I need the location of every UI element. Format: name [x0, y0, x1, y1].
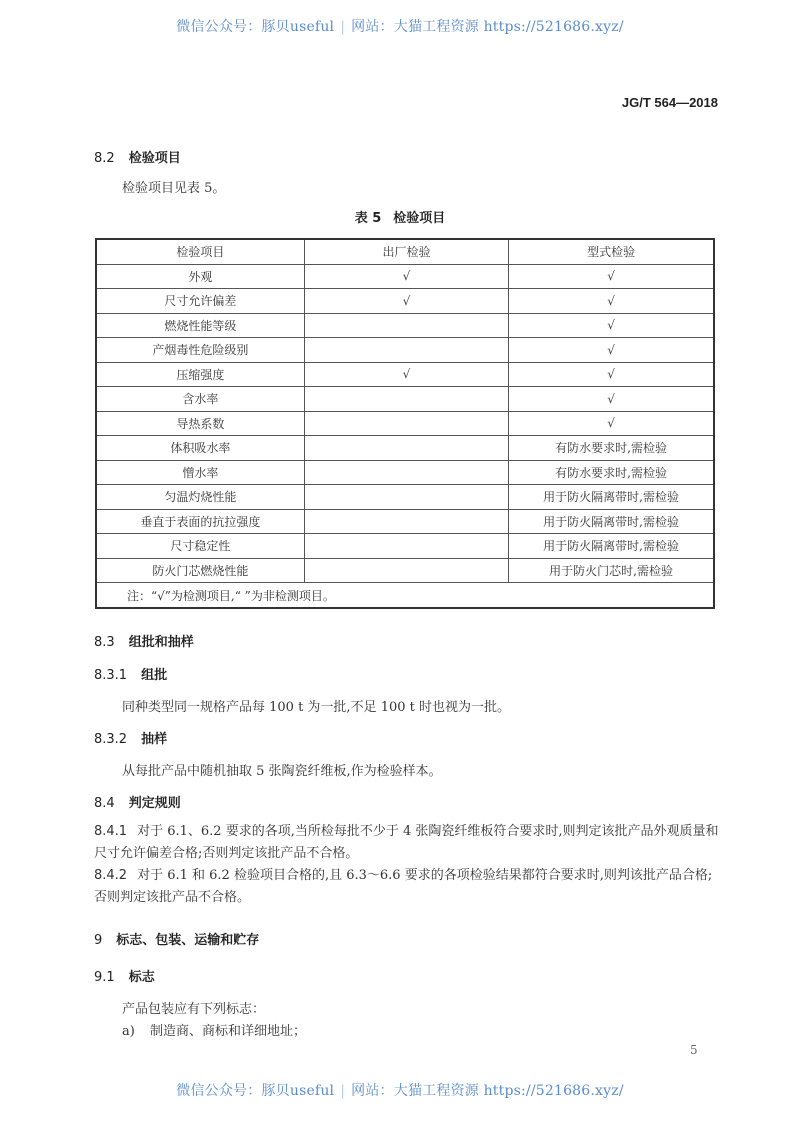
watermark-wechat: 微信公众号：豚贝useful [176, 19, 335, 35]
type-cell: √ [509, 411, 714, 436]
section-number: 9 [94, 933, 103, 948]
section-heading-8-3-1 [94, 664, 167, 683]
type-cell: 有防水要求时,需检验 [509, 460, 714, 485]
clause-number: 8.4.2 [94, 868, 128, 883]
table-row [96, 387, 714, 412]
header-factory-inspection: 出厂检验 [304, 239, 508, 264]
header-inspection-item: 检验项目 [96, 239, 304, 264]
type-cell: 用于防火隔离带时,需检验 [509, 534, 714, 559]
factory-cell [304, 313, 508, 338]
table-caption-number: 表 5 [354, 211, 382, 226]
header-type-inspection: 型式检验 [509, 239, 714, 264]
section-8-4-2 [94, 865, 720, 909]
item-cell: 防火门芯燃烧性能 [96, 558, 304, 583]
item-cell: 导热系数 [96, 411, 304, 436]
section-number: 8.3.1 [94, 668, 128, 683]
watermark-separator: | [340, 1083, 346, 1099]
item-cell: 憎水率 [96, 460, 304, 485]
section-9-1-intro: 产品包装应有下列标志： [122, 1002, 266, 1017]
factory-cell [304, 338, 508, 363]
type-cell: √ [509, 264, 714, 289]
factory-cell [304, 534, 508, 559]
section-heading-8-4 [94, 792, 181, 811]
section-heading-8-2 [94, 147, 181, 166]
section-number: 8.4 [94, 796, 115, 811]
section-title: 组批 [141, 668, 168, 683]
section-8-4-1 [94, 821, 720, 865]
type-cell: √ [509, 289, 714, 314]
item-cell: 外观 [96, 264, 304, 289]
type-cell: 用于防火门芯时,需检验 [509, 558, 714, 583]
clause-text: 对于 6.1 和 6.2 检验项目合格的,且 6.3～6.6 要求的各项检验结果都符合要求时,则判该批产品合格;否则判定该批产品不合格。 [94, 868, 713, 905]
section-title: 判定规则 [128, 796, 181, 811]
type-cell: 用于防火隔离带时,需检验 [509, 509, 714, 534]
table-row [96, 460, 714, 485]
type-cell: √ [509, 362, 714, 387]
section-title: 检验项目 [128, 151, 181, 166]
table-row [96, 436, 714, 461]
item-cell: 尺寸允许偏差 [96, 289, 304, 314]
item-cell: 垂直于表面的抗拉强度 [96, 509, 304, 534]
table-row [96, 411, 714, 436]
standard-code: JG/T 564—2018 [621, 95, 718, 110]
list-item [122, 1020, 306, 1039]
item-cell: 压缩强度 [96, 362, 304, 387]
table-row [96, 264, 714, 289]
factory-cell [304, 509, 508, 534]
section-8-2-text: 检验项目见表 5。 [122, 181, 226, 196]
factory-cell [304, 485, 508, 510]
type-cell: 用于防火隔离带时,需检验 [509, 485, 714, 510]
section-number: 9.1 [94, 970, 115, 985]
table-row [96, 534, 714, 559]
section-heading-8-3 [94, 631, 194, 650]
factory-cell [304, 411, 508, 436]
section-title: 标志、包装、运输和贮存 [116, 933, 260, 948]
watermark-website: 网站：大猫工程资源 https://521686.xyz/ [351, 19, 624, 35]
factory-cell: √ [304, 264, 508, 289]
section-heading-8-3-2 [94, 728, 167, 747]
factory-cell: √ [304, 289, 508, 314]
item-cell: 匀温灼烧性能 [96, 485, 304, 510]
section-title: 组批和抽样 [128, 635, 194, 650]
item-cell: 燃烧性能等级 [96, 313, 304, 338]
table-note: 注：“√”为检测项目,“ ”为非检测项目。 [96, 583, 714, 609]
inspection-items-table [95, 238, 715, 609]
watermark-wechat: 微信公众号：豚贝useful [176, 1083, 335, 1099]
table-row [96, 509, 714, 534]
table-caption-title: 检验项目 [393, 211, 446, 226]
section-number: 8.3 [94, 635, 115, 650]
type-cell: √ [509, 338, 714, 363]
factory-cell [304, 436, 508, 461]
section-title: 抽样 [141, 732, 168, 747]
table-caption [0, 207, 800, 226]
type-cell: √ [509, 313, 714, 338]
table-row [96, 485, 714, 510]
section-number: 8.3.2 [94, 732, 128, 747]
item-cell: 尺寸稳定性 [96, 534, 304, 559]
page-number: 5 [690, 1043, 698, 1057]
watermark-website: 网站：大猫工程资源 https://521686.xyz/ [351, 1083, 624, 1099]
section-title: 标志 [128, 970, 155, 985]
table-header-row [96, 239, 714, 264]
factory-cell [304, 387, 508, 412]
type-cell: √ [509, 387, 714, 412]
watermark-separator: | [340, 19, 346, 35]
section-8-3-1-text: 同种类型同一规格产品每 100 t 为一批,不足 100 t 时也视为一批。 [122, 700, 511, 715]
clause-text: 对于 6.1、6.2 要求的各项,当所检每批不少于 4 张陶瓷纤维板符合要求时,则判定该批产品外观质量和尺寸允许偏差合格;否则判定该批产品不合格。 [94, 824, 719, 861]
section-heading-9-1 [94, 966, 155, 985]
item-cell: 产烟毒性危险级别 [96, 338, 304, 363]
table-row [96, 362, 714, 387]
table-note-row [96, 583, 714, 609]
table-row [96, 338, 714, 363]
type-cell: 有防水要求时,需检验 [509, 436, 714, 461]
section-number: 8.2 [94, 151, 115, 166]
watermark-bottom [0, 1080, 800, 1100]
list-text: 制造商、商标和详细地址； [150, 1024, 307, 1039]
section-8-3-2-text: 从每批产品中随机抽取 5 张陶瓷纤维板,作为检验样本。 [122, 764, 442, 779]
list-marker: a) [122, 1024, 135, 1039]
item-cell: 含水率 [96, 387, 304, 412]
table-row [96, 558, 714, 583]
section-heading-9 [94, 929, 259, 948]
watermark-top [0, 16, 800, 36]
table-row [96, 313, 714, 338]
factory-cell: √ [304, 362, 508, 387]
factory-cell [304, 460, 508, 485]
table-row [96, 289, 714, 314]
factory-cell [304, 558, 508, 583]
clause-number: 8.4.1 [94, 824, 128, 839]
item-cell: 体积吸水率 [96, 436, 304, 461]
